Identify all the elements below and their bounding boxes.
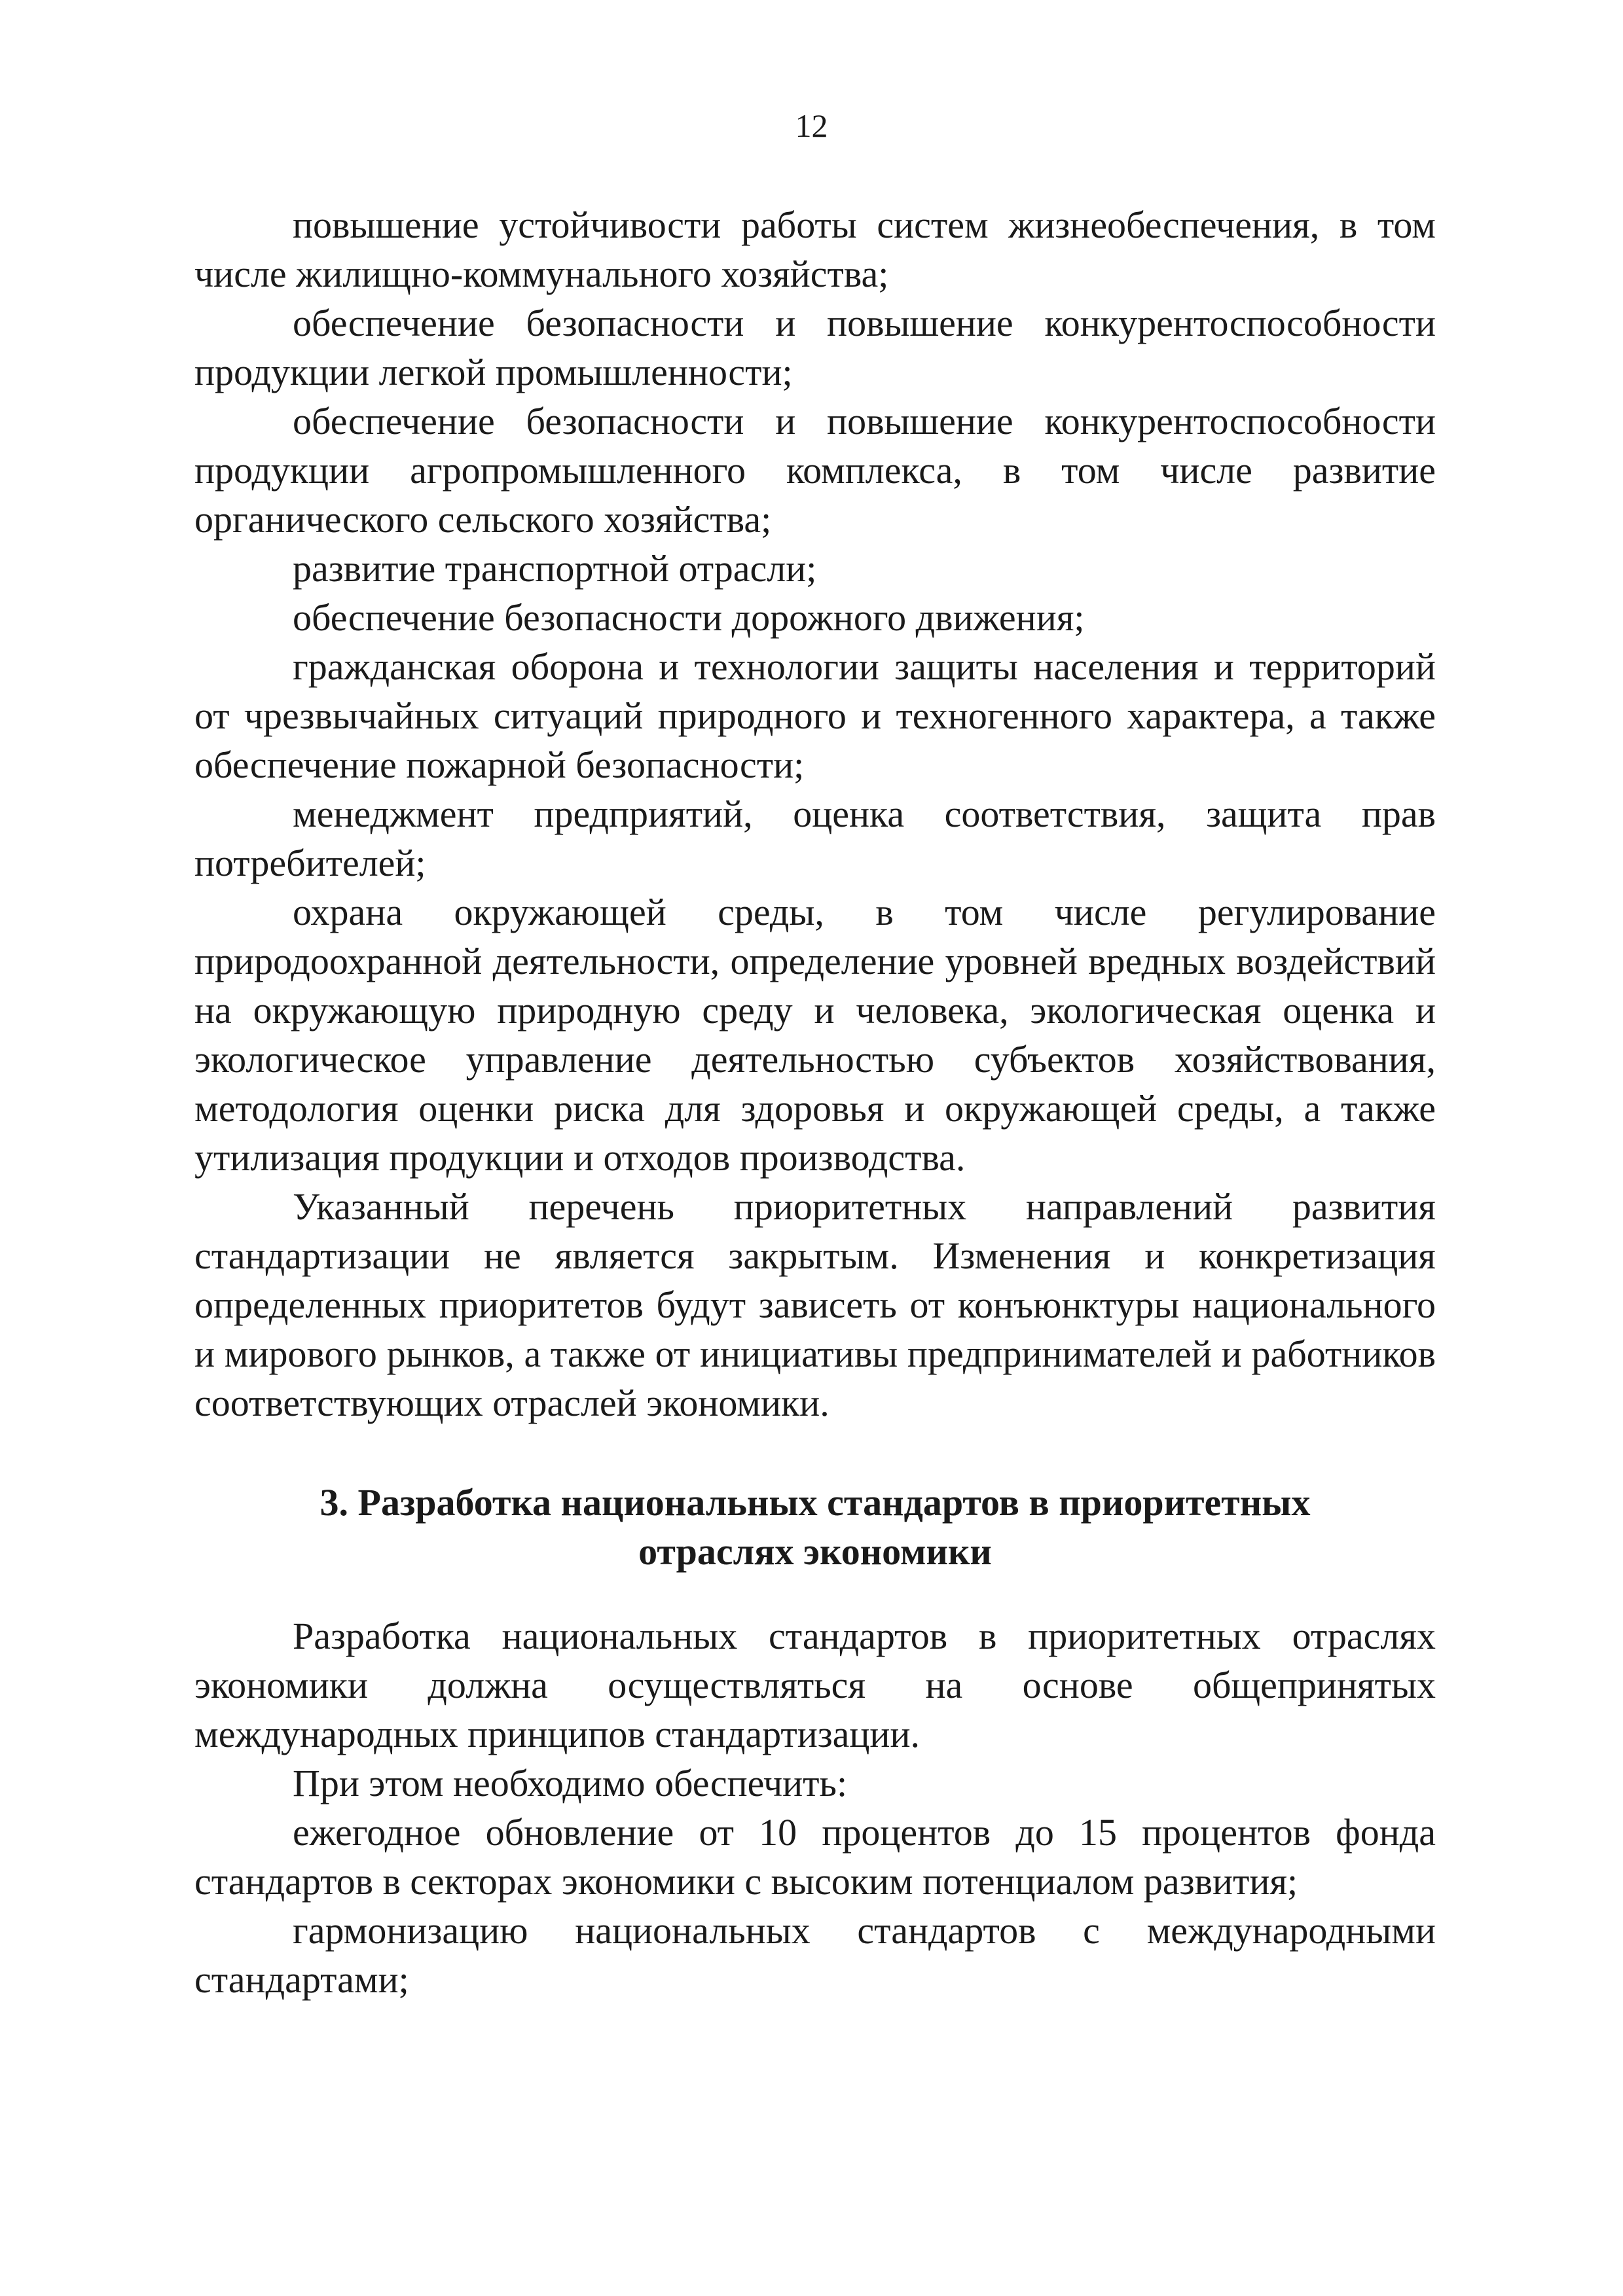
section-heading-line-1: 3. Разработка национальных стандартов в приоритетных (319, 1481, 1311, 1524)
priority-directions-list (194, 200, 1436, 1427)
summary-paragraph: Указанный перечень приоритетных направлений развития стандартизации не является закрытым. Изменения и конкретизация определенных приоритетов будут зависеть от конъюнктуры национального и мирового рынков, а также от инициативы предпринимателей и работников соответствующих отраслей экономики. (194, 1185, 1436, 1424)
list-item: обеспечение безопасности и повышение конкурентоспособности продукции легкой промышленности; (194, 302, 1436, 393)
section-paragraph: При этом необходимо обеспечить: (293, 1762, 848, 1804)
list-item: охрана окружающей среды, в том числе регулирование природоохранной деятельности, определение уровней вредных воздействий на окружающую природную среду и человека, экологическая оценка и экологическое управление деятельностью субъектов хозяйствования, методология оценки риска для здоровья и окружающей среды, а также утилизация продукции и отходов производства. (194, 891, 1436, 1179)
page-number: 12 (795, 107, 828, 144)
list-item: развитие транспортной отрасли; (293, 547, 817, 590)
list-item: повышение устойчивости работы систем жизнеобеспечения, в том числе жилищно-коммунального хозяйства; (194, 204, 1436, 295)
section-paragraph: Разработка национальных стандартов в приоритетных отраслях экономики должна осуществляться на основе общепринятых международных принципов стандартизации. (194, 1615, 1436, 1755)
section-heading (194, 1478, 1436, 1576)
section-heading-line-2: отраслях экономики (638, 1530, 992, 1573)
section-body (194, 1611, 1436, 2004)
list-item: менеджмент предприятий, оценка соответствия, защита прав потребителей; (194, 793, 1436, 884)
list-item: гражданская оборона и технологии защиты населения и территорий от чрезвычайных ситуаций природного и техногенного характера, а также обеспечение пожарной безопасности; (194, 645, 1436, 786)
section-paragraph: ежегодное обновление от 10 процентов до 15 процентов фонда стандартов в секторах экономики с высоким потенциалом развития; (194, 1811, 1436, 1903)
section-paragraph: гармонизацию национальных стандартов с международными стандартами; (194, 1909, 1436, 2001)
list-item: обеспечение безопасности дорожного движения; (293, 596, 1085, 639)
list-item: обеспечение безопасности и повышение конкурентоспособности продукции агропромышленного комплекса, в том числе развитие органического сельского хозяйства; (194, 400, 1436, 541)
